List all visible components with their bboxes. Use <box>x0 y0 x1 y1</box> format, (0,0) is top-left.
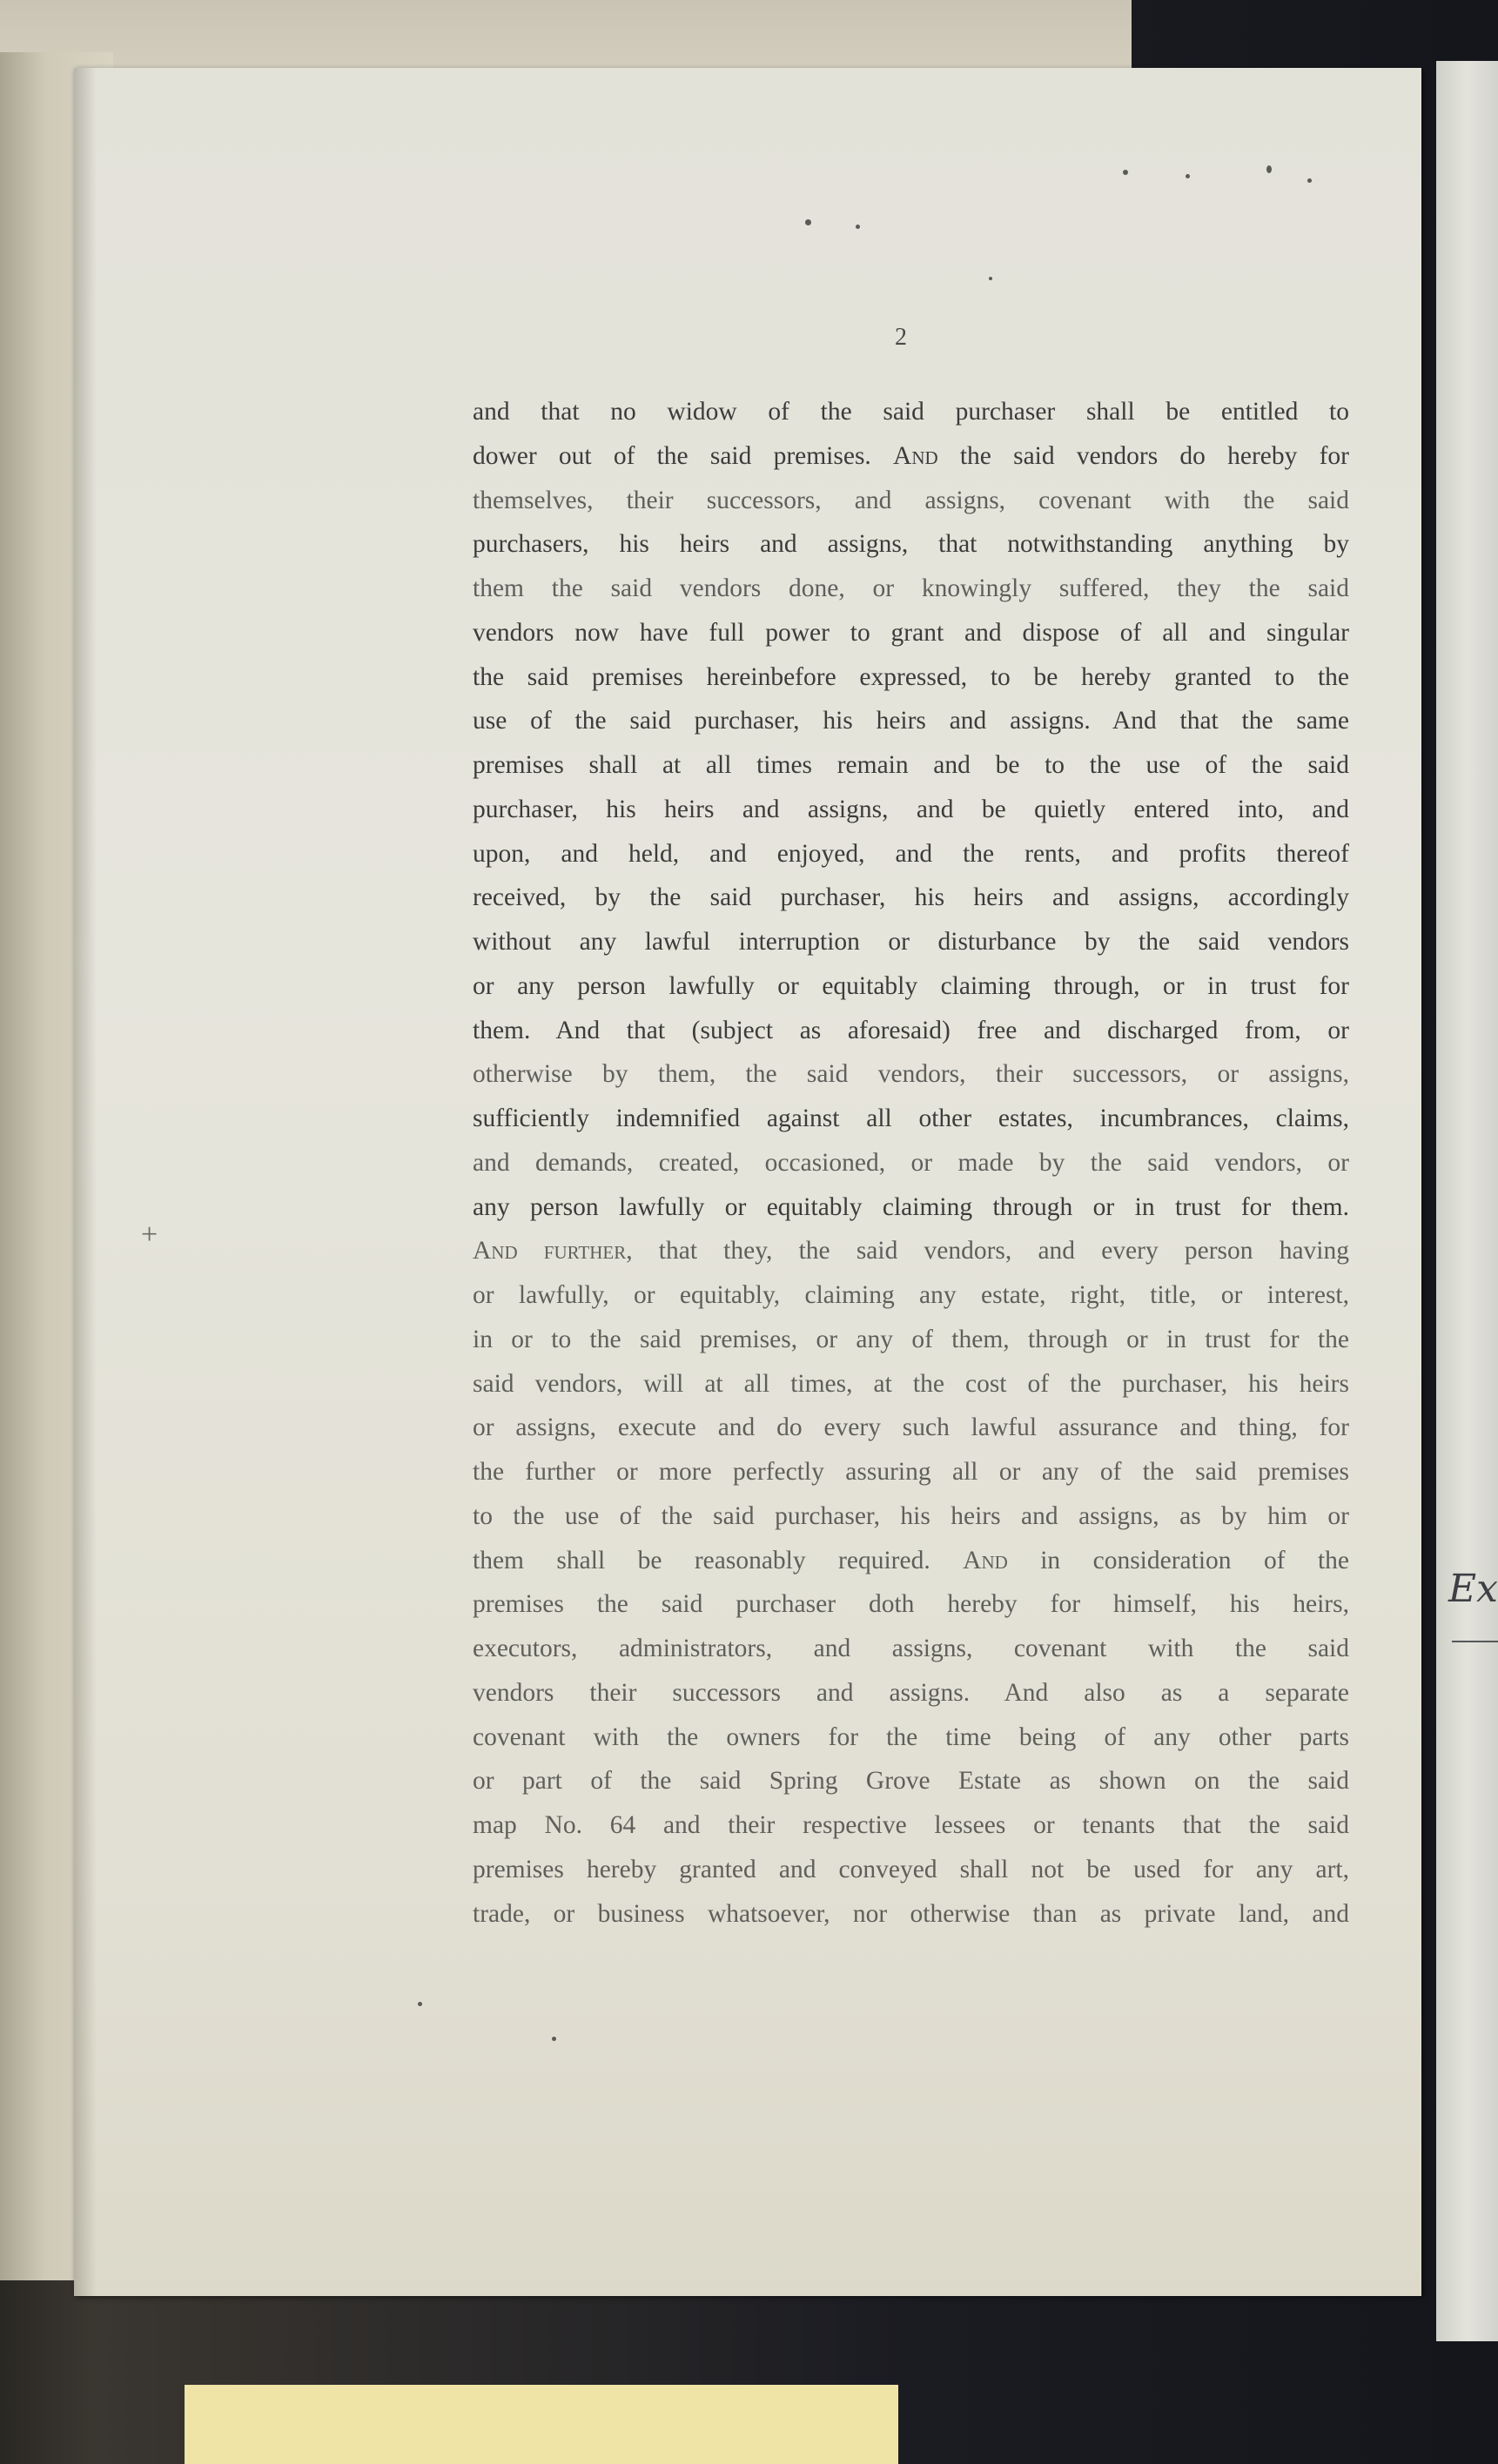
text-line: trade, or business whatsoever, nor otherwise than as private land, and <box>473 1899 1349 1928</box>
ink-speck <box>552 2037 556 2041</box>
text-line: to the use of the said purchaser, his heirs and assigns, as by him or <box>473 1501 1349 1530</box>
ink-speck <box>856 225 860 229</box>
page-shadow-edge <box>74 68 97 2296</box>
adjacent-paper-handwriting: Ex <box>1448 1567 1498 1611</box>
text-line: and that no widow of the said purchaser shall be entitled to <box>473 398 1349 426</box>
text-line: otherwise by them, the said vendors, their successors, or assigns, <box>473 1060 1349 1089</box>
text-line: sufficiently indemnified against all other estates, incumbrances, claims, <box>473 1104 1349 1132</box>
text-line: or lawfully, or equitably, claiming any estate, right, title, or interest, <box>473 1281 1349 1309</box>
text-line: purchasers, his heirs and assigns, that notwithstanding anything by <box>473 530 1349 559</box>
ink-speck <box>1307 178 1312 183</box>
small-caps-word: And <box>963 1546 1008 1574</box>
text-line: covenant with the owners for the time being of any other parts <box>473 1722 1349 1751</box>
text-line: in or to the said premises, or any of them, through or in trust for the <box>473 1325 1349 1353</box>
text-line: them shall be reasonably required. And in consideration of the <box>473 1546 1349 1574</box>
text-line: said vendors, will at all times, at the cost of the purchaser, his heirs <box>473 1369 1349 1398</box>
ink-speck <box>989 277 992 280</box>
text-line: them. And that (subject as aforesaid) free and discharged from, or <box>473 1016 1349 1044</box>
text-line: vendors their successors and assigns. And also as a separate <box>473 1678 1349 1707</box>
ink-speck <box>418 2002 422 2006</box>
text-line: executors, administrators, and assigns, covenant with the said <box>473 1635 1349 1662</box>
text-line: premises hereby granted and conveyed shall not be used for any art, <box>473 1855 1349 1883</box>
body-text <box>473 390 1349 1936</box>
text-line: or part of the said Spring Grove Estate as shown on the said <box>473 1767 1349 1796</box>
text-line: themselves, their successors, and assigns, covenant with the said <box>473 486 1349 514</box>
text-line: map No. 64 and their respective lessees or tenants that the said <box>473 1811 1349 1839</box>
text-line: them the said vendors done, or knowingly suffered, they the said <box>473 574 1349 602</box>
text-line: without any lawful interruption or disturbance by the said vendors <box>473 928 1349 956</box>
text-line: the further or more perfectly assuring all or any of the said premises <box>473 1458 1349 1486</box>
ink-speck <box>1266 165 1272 173</box>
small-caps-word: And further, <box>473 1237 633 1266</box>
ink-speck <box>1123 170 1128 175</box>
text-line: or assigns, execute and do every such lawful assurance and thing, for <box>473 1413 1349 1442</box>
text-line: And further, that they, the said vendors, and every person having <box>473 1237 1349 1266</box>
text-line: upon, and held, and enjoyed, and the rents, and profits thereof <box>473 839 1349 868</box>
text-line: any person lawfully or equitably claiming through or in trust for them. <box>473 1192 1349 1221</box>
ink-speck <box>1186 174 1190 178</box>
ink-speck <box>805 219 811 225</box>
adjacent-paper-right <box>1436 61 1498 2341</box>
text-line: premises the said purchaser doth hereby for himself, his heirs, <box>473 1590 1349 1619</box>
text-line: and demands, created, occasioned, or made by the said vendors, or <box>473 1148 1349 1177</box>
text-line: purchaser, his heirs and assigns, and be quietly entered into, and <box>473 795 1349 823</box>
yellow-paper-strip <box>185 2385 898 2464</box>
text-line: the said premises hereinbefore expressed, to be hereby granted to the <box>473 662 1349 691</box>
text-line: premises shall at all times remain and be to the use of the said <box>473 751 1349 779</box>
text-line: or any person lawfully or equitably claiming through, or in trust for <box>473 971 1349 1000</box>
adjacent-paper-rule <box>1452 1641 1498 1642</box>
margin-pencil-mark: + <box>141 1219 158 1251</box>
text-line: use of the said purchaser, his heirs and assigns. And that the same <box>473 707 1349 735</box>
page-number: 2 <box>895 324 907 351</box>
text-line: vendors now have full power to grant and dispose of all and singular <box>473 618 1349 647</box>
text-line: received, by the said purchaser, his heirs and assigns, accordingly <box>473 883 1349 912</box>
text-line: dower out of the said premises. And the said vendors do hereby for <box>473 441 1349 470</box>
small-caps-word: And <box>893 441 938 470</box>
